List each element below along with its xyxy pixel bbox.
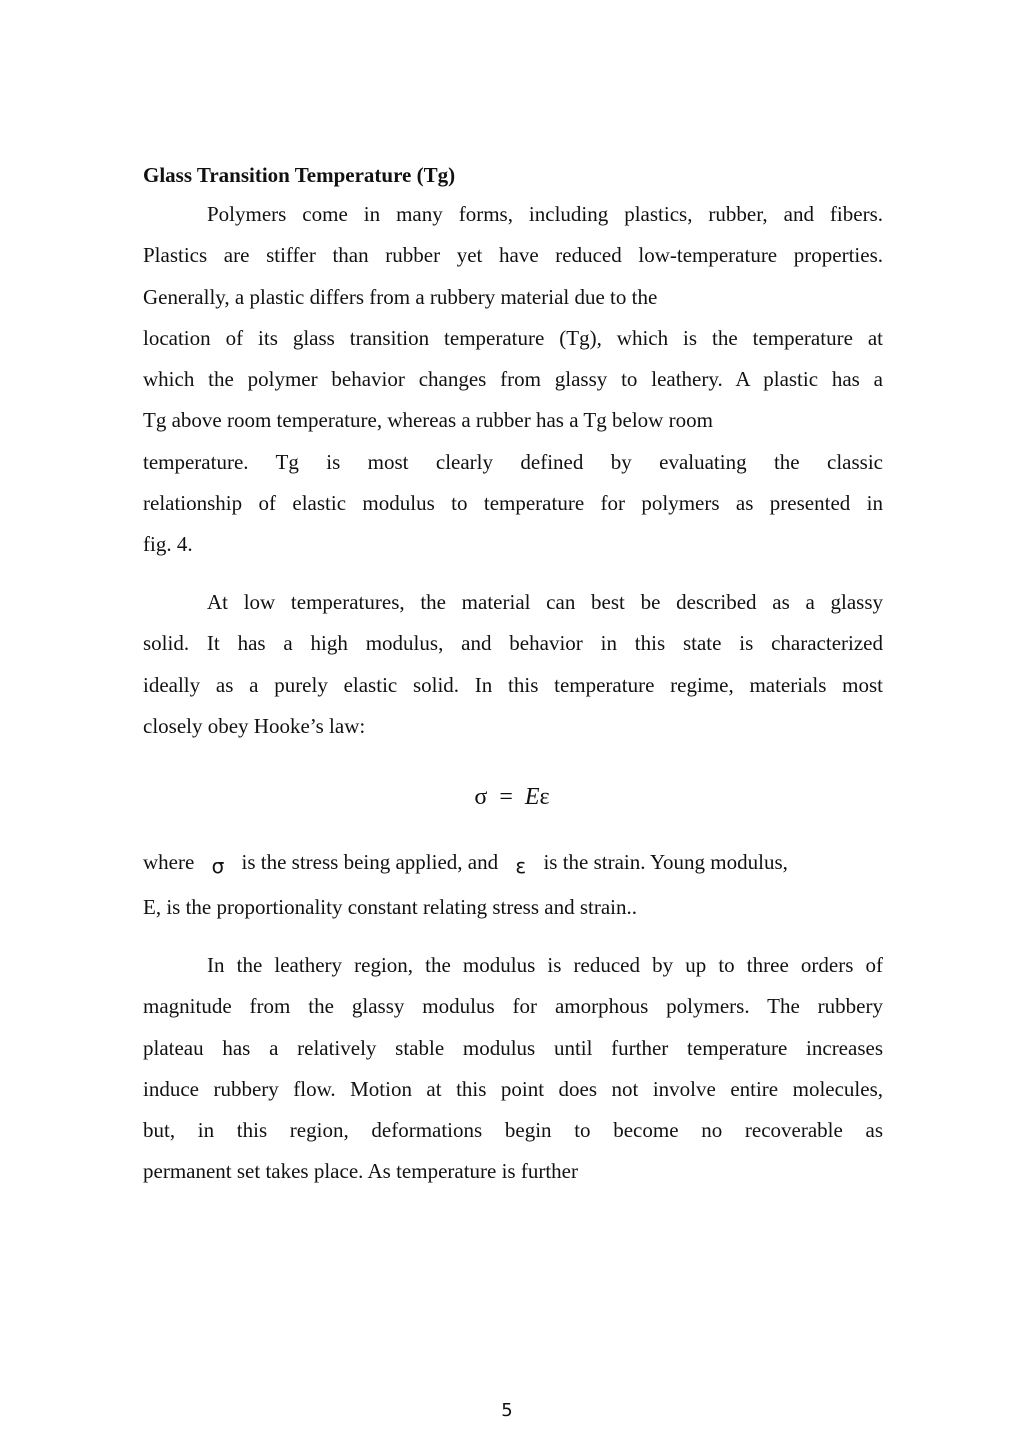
- where-line-1: [143, 840, 883, 885]
- paragraph-glass-transition: [143, 194, 883, 566]
- paragraph-line: plateau has a relatively stable modulus until further temperature increases: [143, 1035, 883, 1060]
- stress-text: is the stress being applied, and: [241, 850, 499, 874]
- paragraph-line: Polymers come in many forms, including plastics, rubber, and fibers.: [207, 202, 883, 226]
- epsilon-inline-symbol: ε: [515, 854, 527, 878]
- epsilon-symbol: ε: [539, 784, 550, 810]
- paragraph-low-temperatures: [143, 582, 883, 747]
- where-definition: [143, 840, 883, 930]
- where-word: where: [143, 850, 195, 874]
- equals-sign: =: [499, 784, 513, 810]
- paragraph-line: Tg above room temperature, whereas a rubber has a Tg below room: [143, 408, 713, 433]
- strain-text: is the strain. Young modulus,: [543, 850, 788, 874]
- paragraph-line: induce rubbery flow. Motion at this point does not involve entire molecules,: [143, 1076, 883, 1101]
- where-line-2: E, is the proportionality constant relating stress and strain..: [143, 895, 637, 919]
- section-heading: Glass Transition Temperature (Tg): [143, 163, 456, 187]
- paragraph-line: magnitude from the glassy modulus for amorphous polymers. The rubbery: [143, 994, 883, 1019]
- paragraph-line: ideally as a purely elastic solid. In this temperature regime, materials most: [143, 672, 883, 697]
- paragraph-line: fig. 4.: [143, 532, 193, 557]
- paragraph-line: closely obey Hooke’s law:: [143, 713, 366, 738]
- paragraph-line: solid. It has a high modulus, and behavior in this state is characterized: [143, 631, 883, 656]
- paragraph-line: At low temperatures, the material can best be described as a glassy: [207, 590, 883, 614]
- modulus-symbol: E: [524, 784, 540, 810]
- paragraph-line: temperature. Tg is most clearly defined by evaluating the classic: [143, 449, 883, 474]
- paragraph-line: relationship of elastic modulus to temperature for polymers as presented in: [143, 491, 883, 516]
- page-number: 5: [501, 1400, 513, 1421]
- paragraph-line: location of its glass transition temperature (Tg), which is the temperature at: [143, 325, 883, 350]
- sigma-symbol: σ: [474, 784, 488, 810]
- paragraph-line: In the leathery region, the modulus is reduced by up to three orders of: [207, 953, 883, 977]
- paragraph-line: Generally, a plastic differs from a rubbery material due to the: [143, 284, 658, 309]
- sigma-inline-symbol: σ: [211, 854, 225, 878]
- paragraph-leathery-region: [143, 945, 883, 1193]
- paragraph-line: Plastics are stiffer than rubber yet have reduced low-temperature properties.: [143, 243, 883, 268]
- paragraph-line: permanent set takes place. As temperature is further: [143, 1159, 578, 1184]
- paragraph-line: but, in this region, deformations begin to become no recoverable as: [143, 1118, 883, 1143]
- paragraph-line: which the polymer behavior changes from glassy to leathery. A plastic has a: [143, 367, 883, 392]
- hookes-law-formula: [0, 780, 1024, 814]
